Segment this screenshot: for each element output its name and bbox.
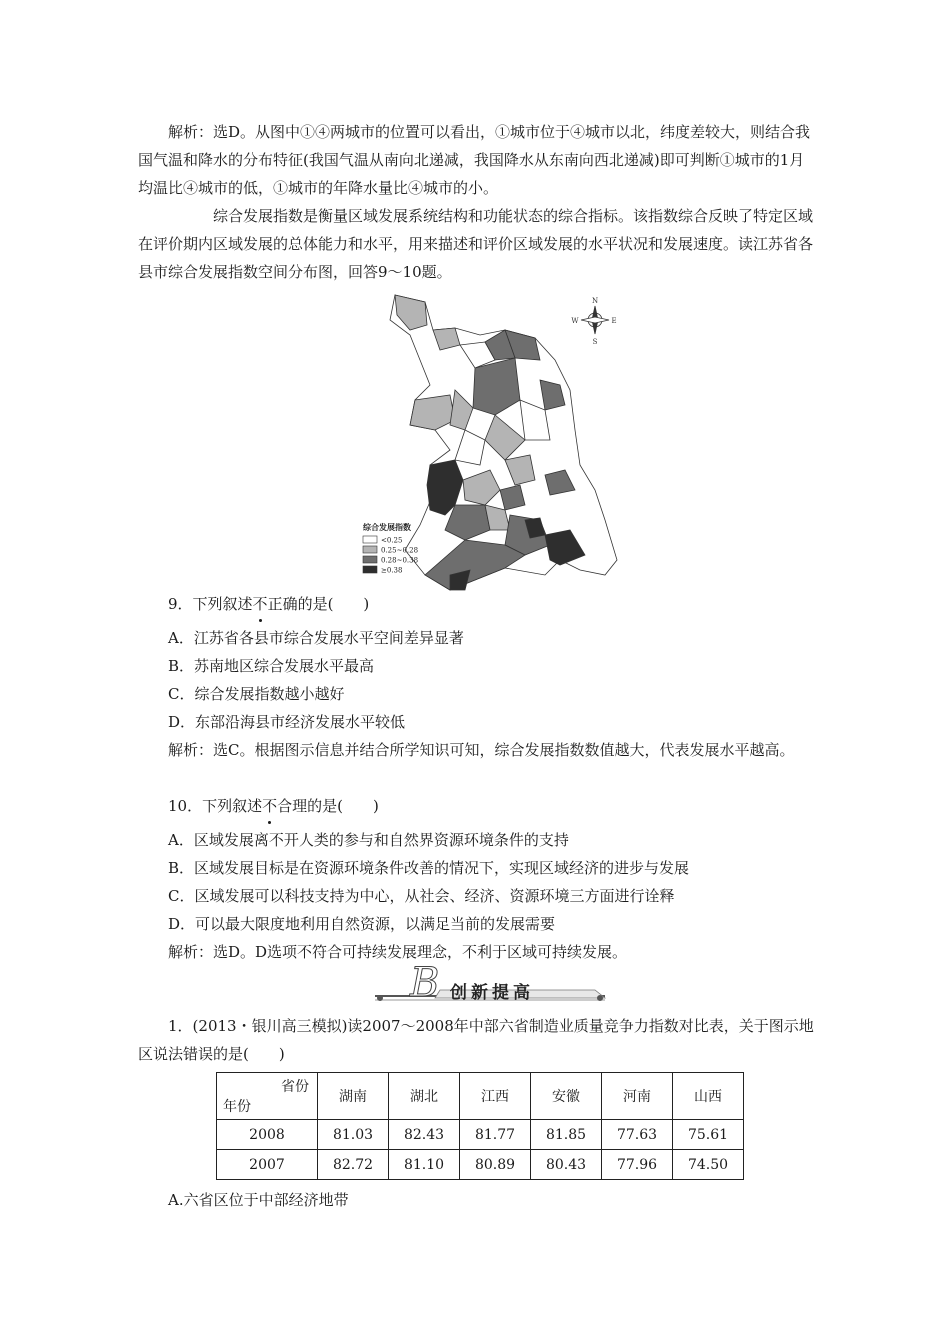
- compass-s: S: [592, 338, 598, 346]
- intro-paragraph: 综合发展指数是衡量区域发展系统结构和功能状态的综合指标。该指数综合反映了特定区域在评价期内区域发展的总体能力和水平，用来描述和评价区域发展的水平状况和发展速度。读江苏省各县市综合发展指数空间分布图，回答9～10题。: [138, 207, 814, 281]
- legend-label: 0.25~0.28: [381, 546, 419, 555]
- compass-e: E: [611, 317, 617, 325]
- table-row: 2007 82.72 81.10 80.89 80.43 77.96 74.50: [217, 1150, 744, 1180]
- legend-swatch: [363, 556, 377, 563]
- q1-option-a: A.六省区位于中部经济地带: [168, 1191, 349, 1209]
- banner-title: 创新提高: [450, 983, 534, 1003]
- q10-option-c: C．区域发展可以科技支持为中心，从社会、经济、资源环境三方面进行诠释: [168, 887, 675, 905]
- col-header: 安徽: [531, 1073, 602, 1120]
- col-header: 河南: [602, 1073, 673, 1120]
- jiangsu-development-index-map: [355, 290, 625, 595]
- q9-option-a: A．江苏省各县市综合发展水平空间差异显著: [168, 629, 464, 647]
- q10-option-d: D．可以最大限度地利用自然资源，以满足当前的发展需要: [168, 915, 556, 933]
- table-corner: 省份 年份: [217, 1073, 318, 1120]
- competitiveness-table: [216, 1072, 744, 1180]
- legend-title: 综合发展指数: [363, 522, 411, 532]
- compass-icon: [581, 306, 609, 334]
- col-header: 湖北: [389, 1073, 460, 1120]
- q9-option-b: B．苏南地区综合发展水平最高: [168, 657, 375, 675]
- question-10: 10．下列叙述不合理的是( ): [168, 792, 379, 820]
- question-9: 9．下列叙述不正确的是( ): [168, 590, 369, 618]
- legend-swatch: [363, 546, 377, 553]
- legend-label: ≥0.38: [381, 566, 403, 575]
- q10-option-b: B．区域发展目标是在资源环境条件改善的情况下，实现区域经济的进步与发展: [168, 859, 690, 877]
- col-header: 山西: [673, 1073, 744, 1120]
- q9-option-c: C．综合发展指数越小越好: [168, 685, 345, 703]
- analysis-q9: 解析：选C。根据图示信息并结合所学知识可知，综合发展指数数值越大，代表发展水平越高。: [168, 741, 795, 759]
- q9-option-d: D．东部沿海县市经济发展水平较低: [168, 713, 406, 731]
- analysis-q10: 解析：选D。D选项不符合可持续发展理念，不利于区域可持续发展。: [168, 943, 628, 961]
- table-row: 2008 81.03 82.43 81.77 81.85 77.63 75.61: [217, 1120, 744, 1150]
- legend-swatch: [363, 566, 377, 573]
- q10-option-a: A．区域发展离不开人类的参与和自然界资源环境条件的支持: [168, 831, 569, 849]
- question-1: 1．(2013・银川高三模拟)读2007～2008年中部六省制造业质量竞争力指数对比表，关于图示地区说法错误的是( ): [138, 1017, 814, 1063]
- col-header: 湖南: [318, 1073, 389, 1120]
- legend-label: <0.25: [381, 536, 403, 545]
- analysis-q8: 解析：选D。从图中①④两城市的位置可以看出，①城市位于④城市以北，纬度差较大，则结合我国气温和降水的分布特征(我国气温从南向北递减，我国降水从东南向西北递减)即可判断①城市的1月均温比④城市的低，①城市的年降水量比④城市的小。: [138, 123, 811, 197]
- col-header: 江西: [460, 1073, 531, 1120]
- compass-n: N: [591, 297, 599, 305]
- legend-label: 0.28~0.38: [381, 556, 419, 565]
- banner-letter: B: [410, 962, 440, 1006]
- compass-w: W: [571, 317, 579, 325]
- legend-swatch: [363, 536, 377, 543]
